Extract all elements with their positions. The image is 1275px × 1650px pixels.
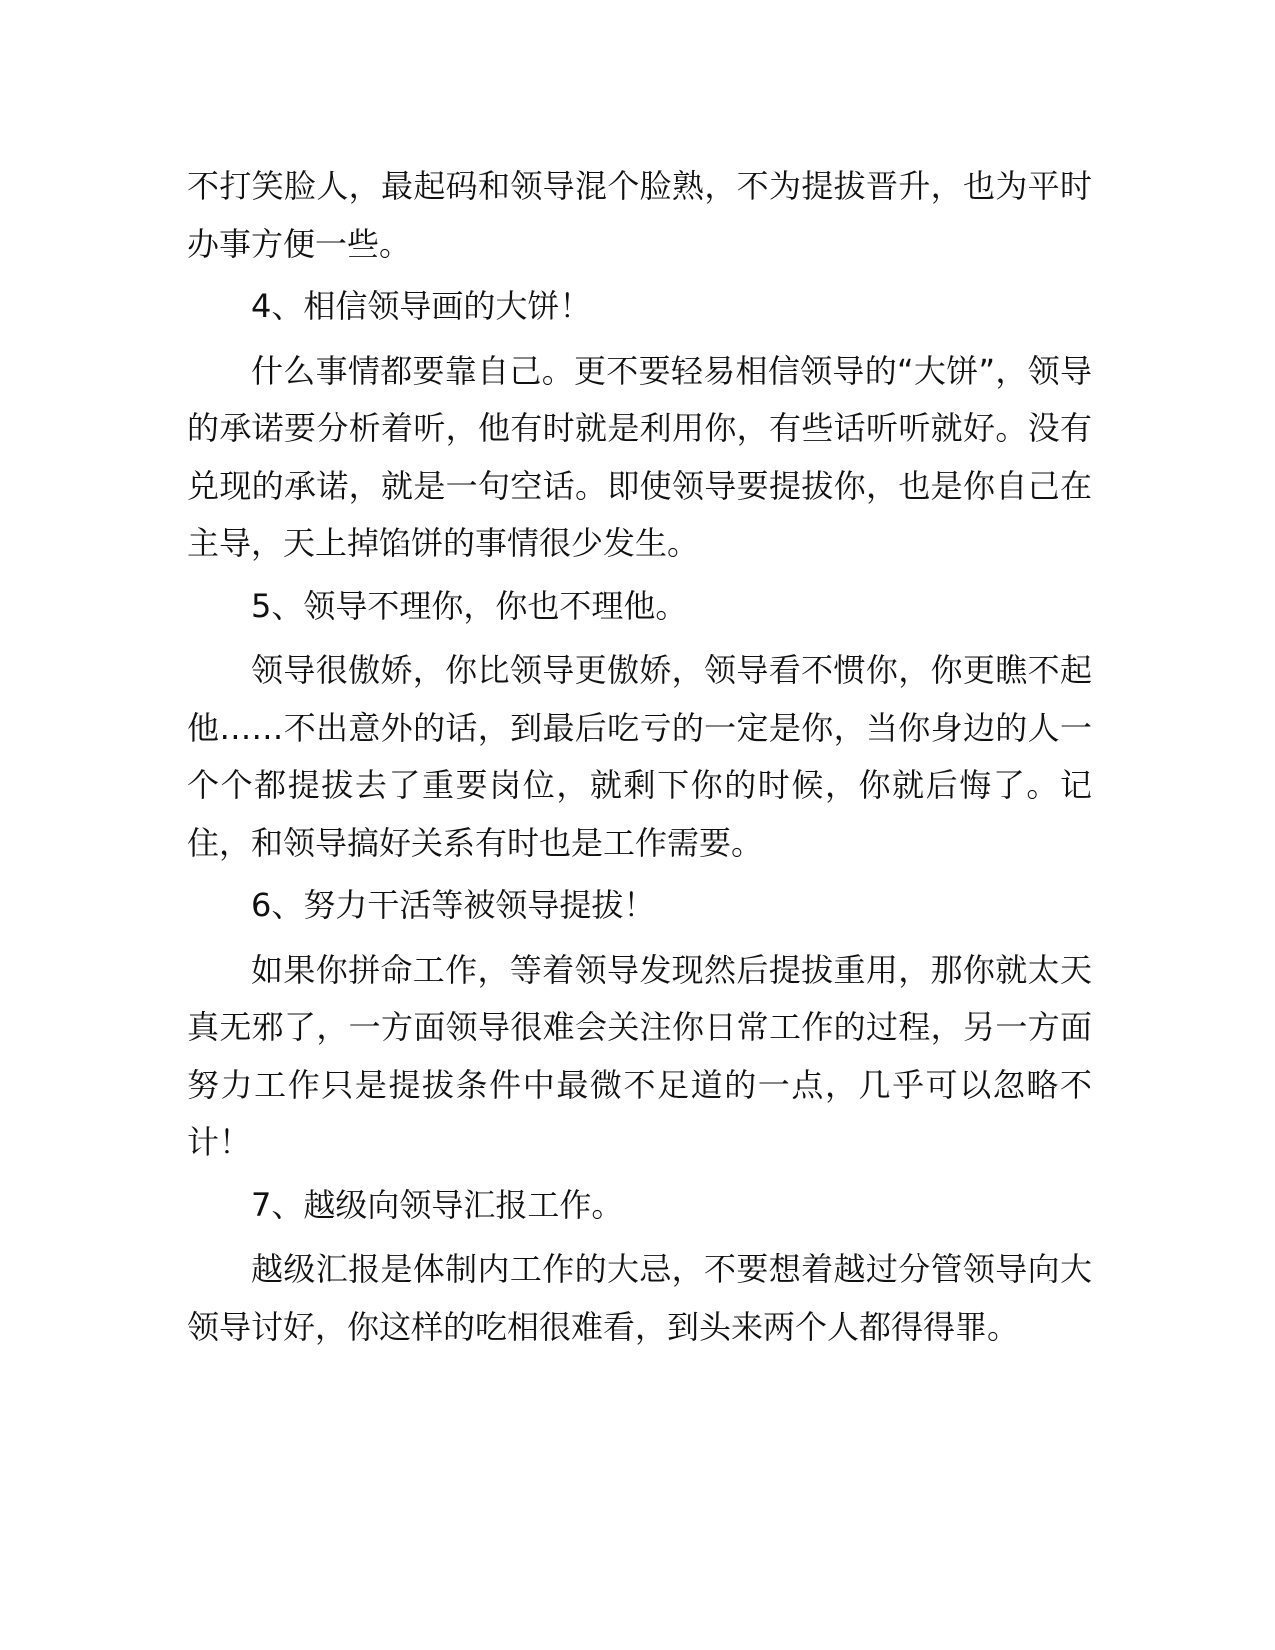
paragraph-body: 越级汇报是体制内工作的大忌，不要想着越过分管领导向大领导讨好，你这样的吃相很难看，到头来两个人都得得罪。 <box>187 1250 1092 1346</box>
section-heading-6: 6、努力干活等被领导提拔！ <box>251 886 656 924</box>
section-heading-5: 5、领导不理你，你也不理他。 <box>251 586 688 625</box>
section-heading-4: 4、相信领导画的大饼！ <box>251 287 592 325</box>
paragraph-body: 什么事情都要靠自己。更不要轻易相信领导的“大饼”，领导的承诺要分析着听，他有时就是利用你，有些话听听就好。没有兑现的承诺，就是一句空话。即使领导要提拔你，也是你自己在主导，天上掉馅饼的事情很少发生。 <box>187 351 1092 562</box>
paragraph-body: 如果你拼命工作，等着领导发现然后提拔重用，那你就太天真无邪了，一方面领导很难会关注你日常工作的过程，另一方面努力工作只是提拔条件中最微不足道的一点，几乎可以忽略不计！ <box>187 950 1092 1161</box>
document-body <box>187 158 1092 1361</box>
paragraph-body: 领导很傲娇，你比领导更傲娇，领导看不惯你，你更瞧不起他……不出意外的话，到最后吃亏的一定是你，当你身边的人一个个都提拔去了重要岗位，就剩下你的时候，你就后悔了。记住，和领导搞好关系有时也是工作需要。 <box>187 651 1092 862</box>
paragraph-continuation: 不打笑脸人，最起码和领导混个脸熟，不为提拔晋升，也为平时办事方便一些。 <box>187 167 1092 263</box>
section-heading-7: 7、越级向领导汇报工作。 <box>251 1185 624 1224</box>
